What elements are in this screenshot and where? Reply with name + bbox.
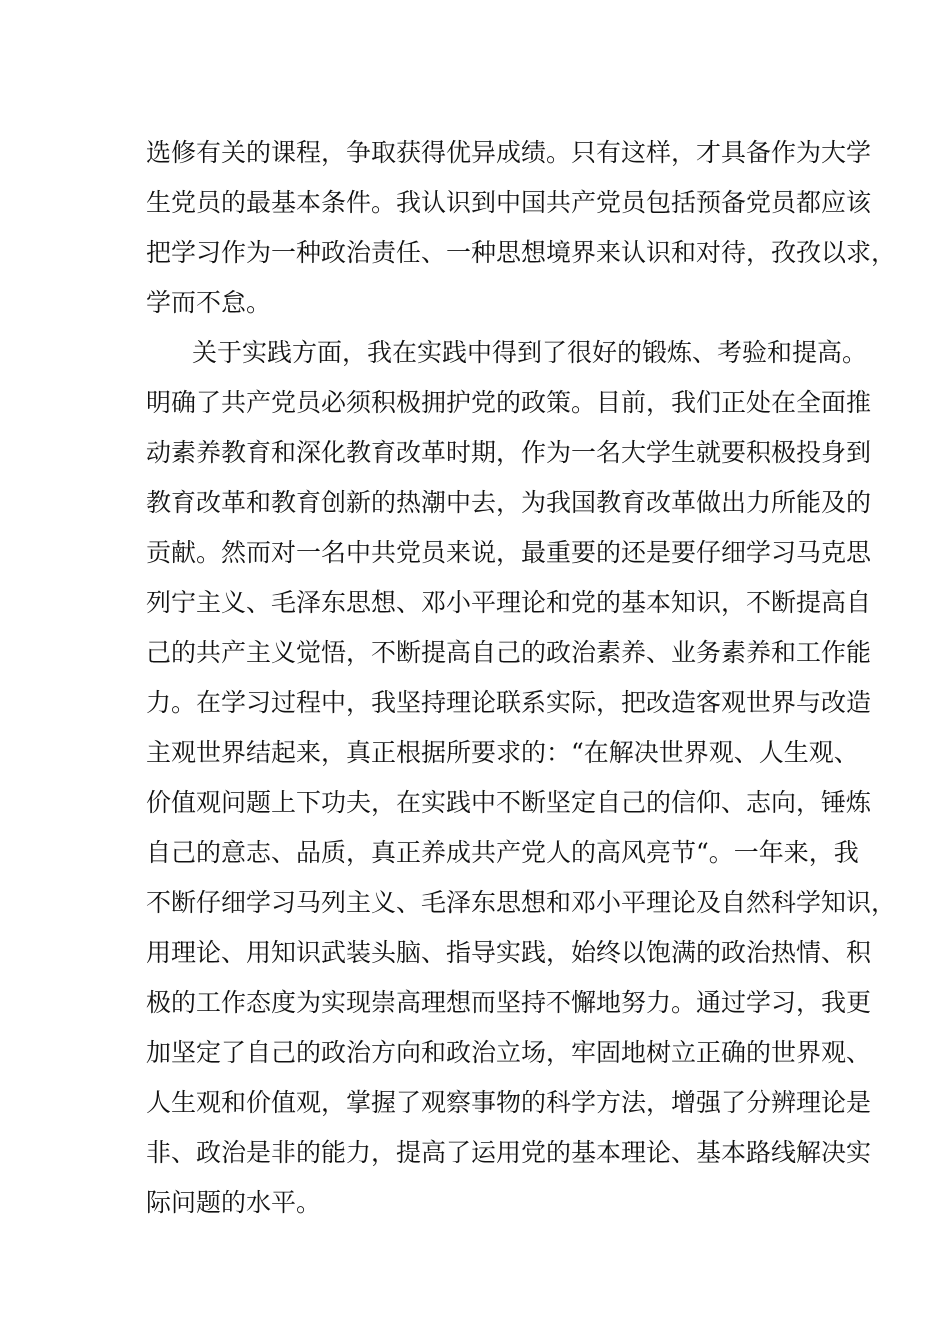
paragraph-line: 不断仔细学习马列主义、毛泽东思想和邓小平理论及自然科学知识， [146,888,897,917]
paragraph-line: 力。在学习过程中，我坚持理论联系实际，把改造客观世界与改造 [146,688,872,717]
paragraph-line: 价值观问题上下功夫，在实践中不断坚定自己的信仰、志向，锤炼 [146,788,872,817]
paragraph-line: 主观世界结起来，真正根据所要求的：“在解决世界观、人生观、 [146,738,859,767]
paragraph-line: 明确了共产党员必须积极拥护党的政策。目前，我们正处在全面推 [146,388,872,417]
paragraph-line-first-indent: 关于实践方面，我在实践中得到了很好的锻炼、考验和提高。 [192,338,868,367]
paragraph-line: 列宁主义、毛泽东思想、邓小平理论和党的基本知识，不断提高自 [146,588,872,617]
paragraph-line: 己的共产主义觉悟，不断提高自己的政治素养、业务素养和工作能 [146,638,872,667]
paragraph-line: 际问题的水平。 [146,1188,322,1217]
paragraph-line: 生党员的最基本条件。我认识到中国共产党员包括预备党员都应该 [146,188,872,217]
paragraph-line: 贡献。然而对一名中共党员来说，最重要的还是要仔细学习马克思 [146,538,872,567]
paragraph-line: 极的工作态度为实现崇高理想而坚持不懈地努力。通过学习，我更 [146,988,872,1017]
paragraph-line: 用理论、用知识武装头脑、指导实践，始终以饱满的政治热情、积 [146,938,872,967]
paragraph-line: 人生观和价值观，掌握了观察事物的科学方法，增强了分辨理论是 [146,1088,872,1117]
paragraph-line: 非、政治是非的能力，提高了运用党的基本理论、基本路线解决实 [146,1138,872,1167]
paragraph-line: 动素养教育和深化教育改革时期，作为一名大学生就要积极投身到 [146,438,872,467]
paragraph-line: 加坚定了自己的政治方向和政治立场，牢固地树立正确的世界观、 [146,1038,872,1067]
paragraph-line: 自己的意志、品质，真正养成共产党人的高风亮节“。一年来，我 [146,838,859,867]
paragraph-line: 选修有关的课程，争取获得优异成绩。只有这样，才具备作为大学 [146,138,872,167]
paragraph-line: 教育改革和教育创新的热潮中去，为我国教育改革做出力所能及的 [146,488,872,517]
paragraph-line: 把学习作为一种政治责任、一种思想境界来认识和对待，孜孜以求， [146,238,897,267]
paragraph-line: 学而不怠。 [146,288,272,317]
